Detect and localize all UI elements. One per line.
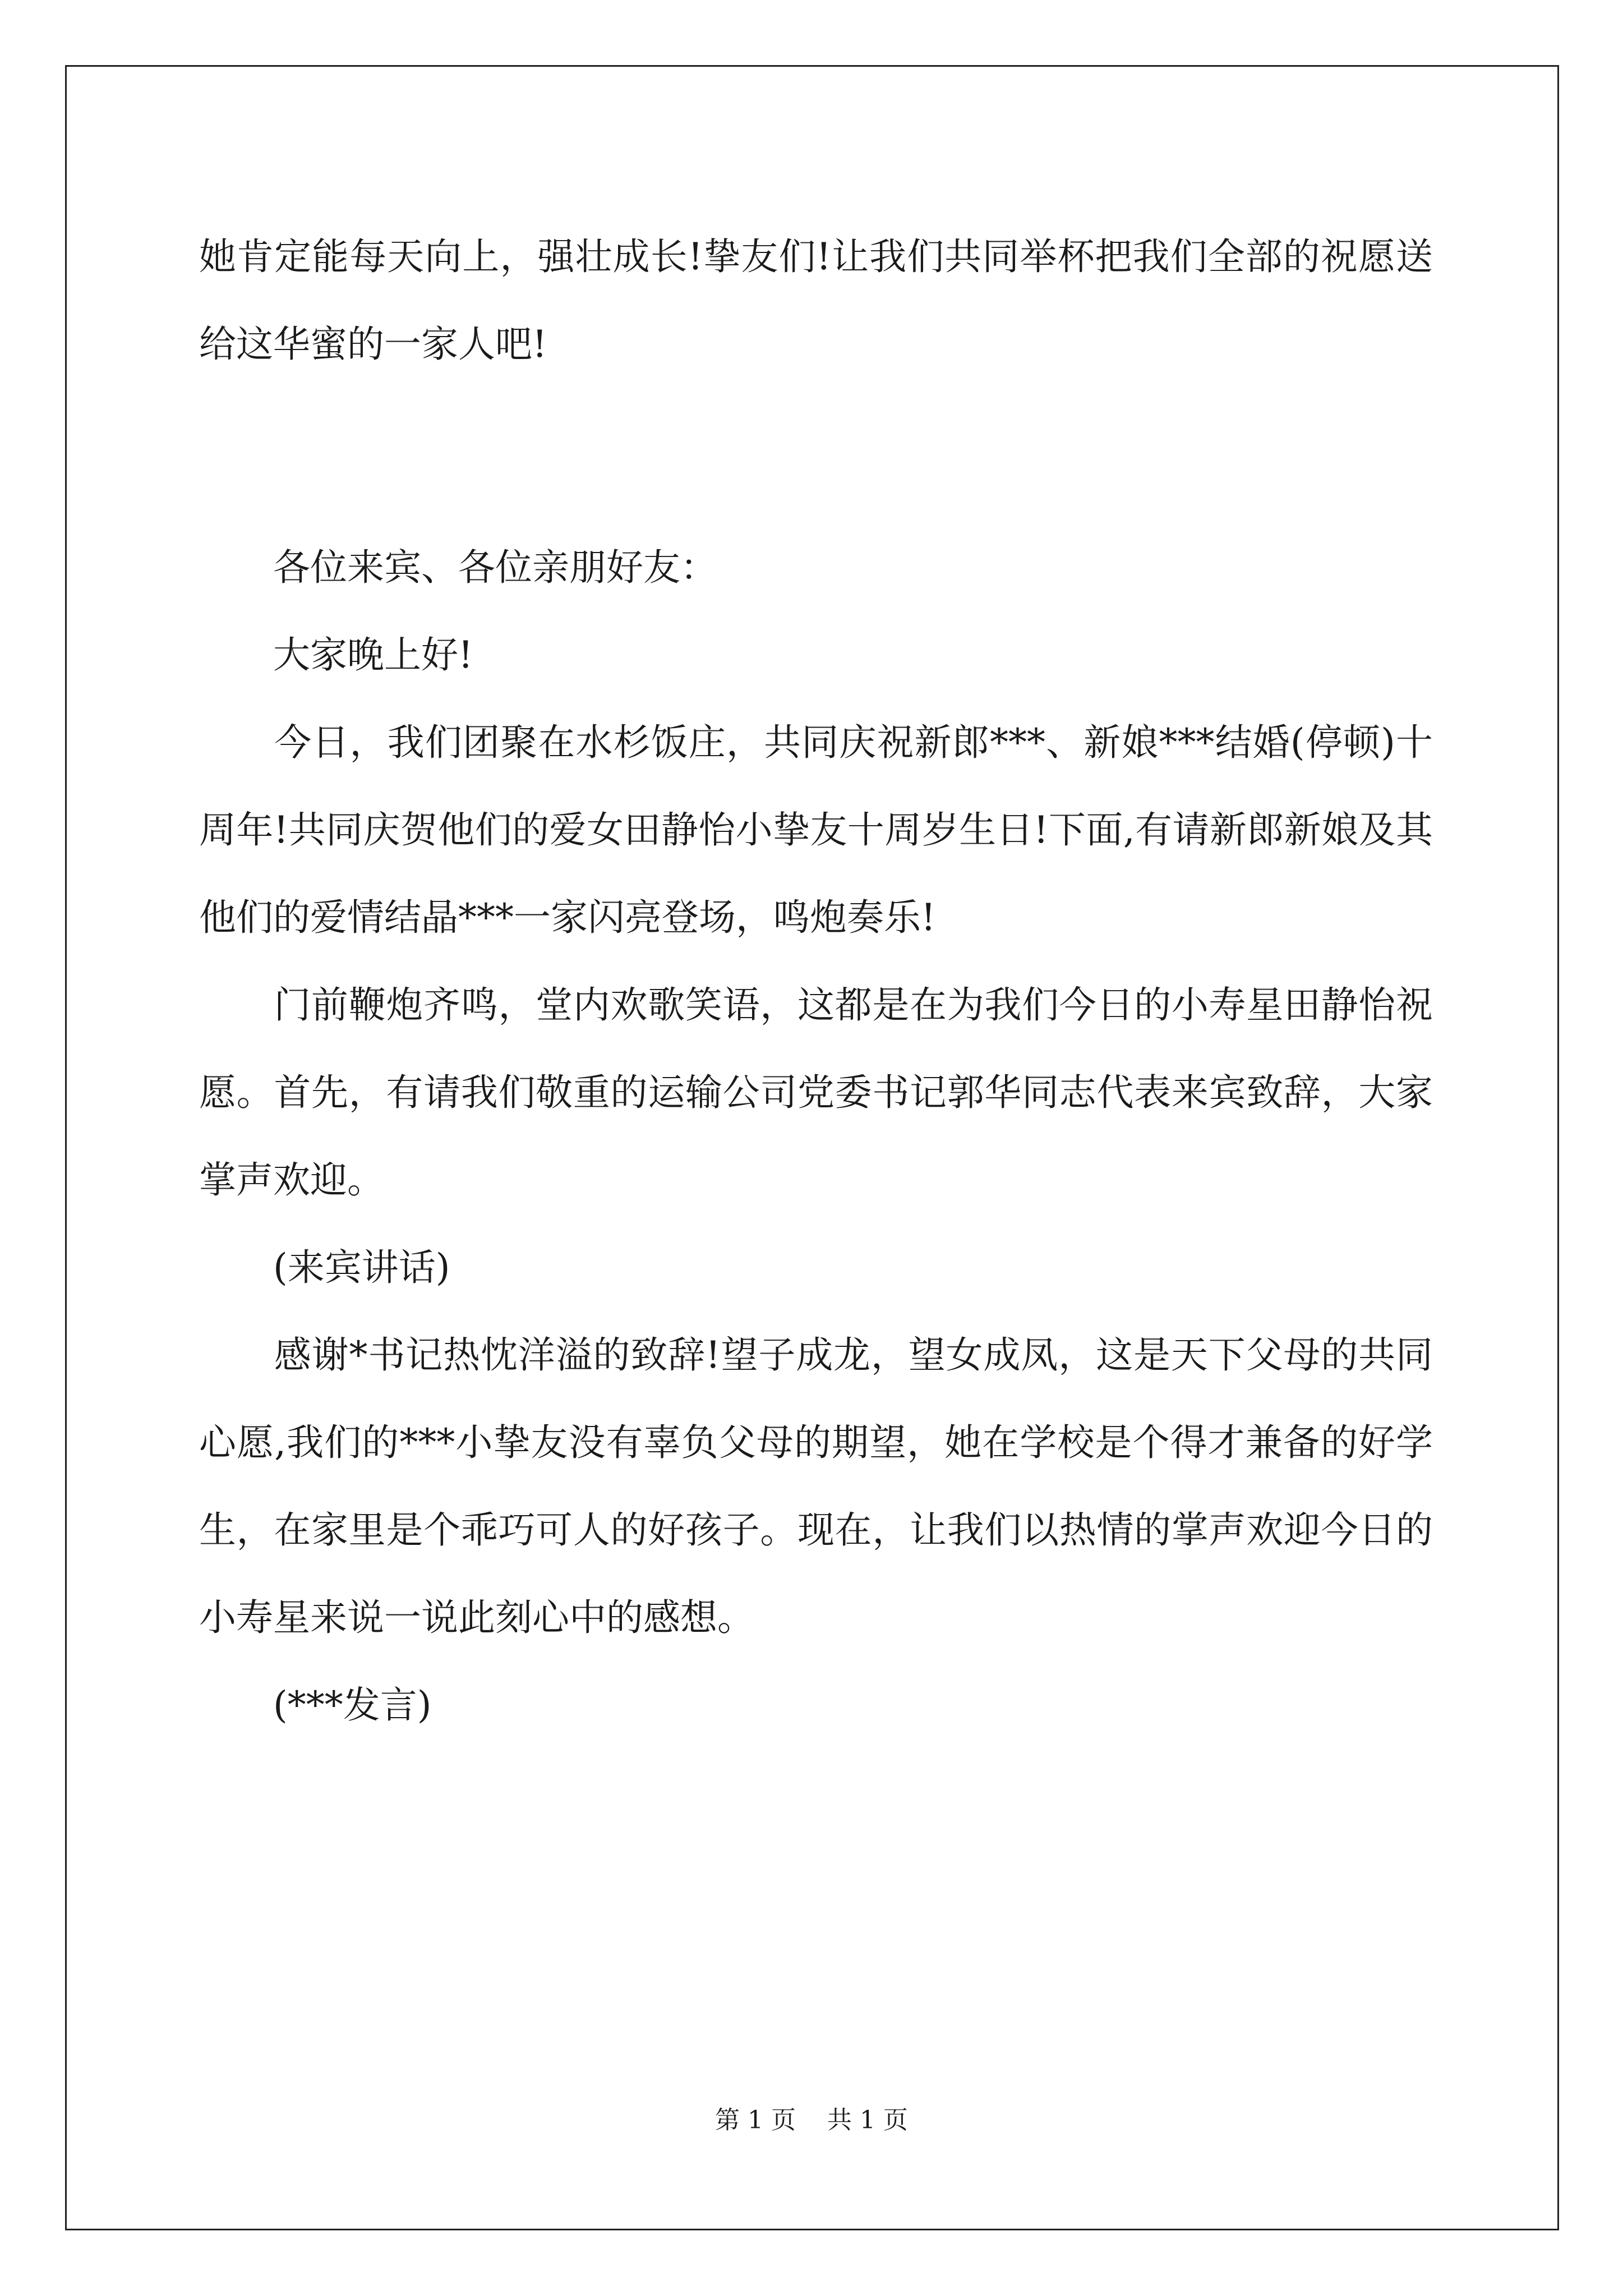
paragraph: 今日，我们团聚在水杉饭庄，共同庆祝新郎***、新娘***结婚(停顿)十周年!共同庆贺他们的爱女田静怡小挚友十周岁生日!下面,有请新郎新娘及其他们的爱情结晶***一家闪亮登场，鸣炮奏乐! [199, 721, 1433, 939]
paragraph: (来宾讲话) [199, 1246, 450, 1289]
paragraph: 感谢*书记热忱洋溢的致辞!望子成龙，望女成凤，这是天下父母的共同心愿,我们的***小挚友没有辜负父母的期望，她在学校是个得才兼备的好学生，在家里是个乖巧可人的好孩子。现在，让我们以热情的掌声欢迎今日的小寿星来说一说此刻心中的感想。 [199, 1333, 1433, 1639]
paragraph-greeting: 各位来宾、各位亲朋好友： [199, 546, 717, 589]
section-gap [199, 388, 1433, 524]
paragraph: (***发言) [199, 1683, 432, 1727]
paragraph: 她肯定能每天向上，强壮成长!挚友们!让我们共同举杯把我们全部的祝愿送给这华蜜的一家人吧! [199, 235, 1433, 366]
page-footer: 第 1 页 共 1 页 [715, 2106, 908, 2134]
paragraph: 门前鞭炮齐鸣，堂内欢歌笑语，这都是在为我们今日的小寿星田静怡祝愿。首先，有请我们敬重的运输公司党委书记郭华同志代表来宾致辞，大家掌声欢迎。 [199, 983, 1433, 1202]
paragraph: 大家晚上好! [199, 633, 473, 677]
document-body [199, 213, 1433, 1749]
